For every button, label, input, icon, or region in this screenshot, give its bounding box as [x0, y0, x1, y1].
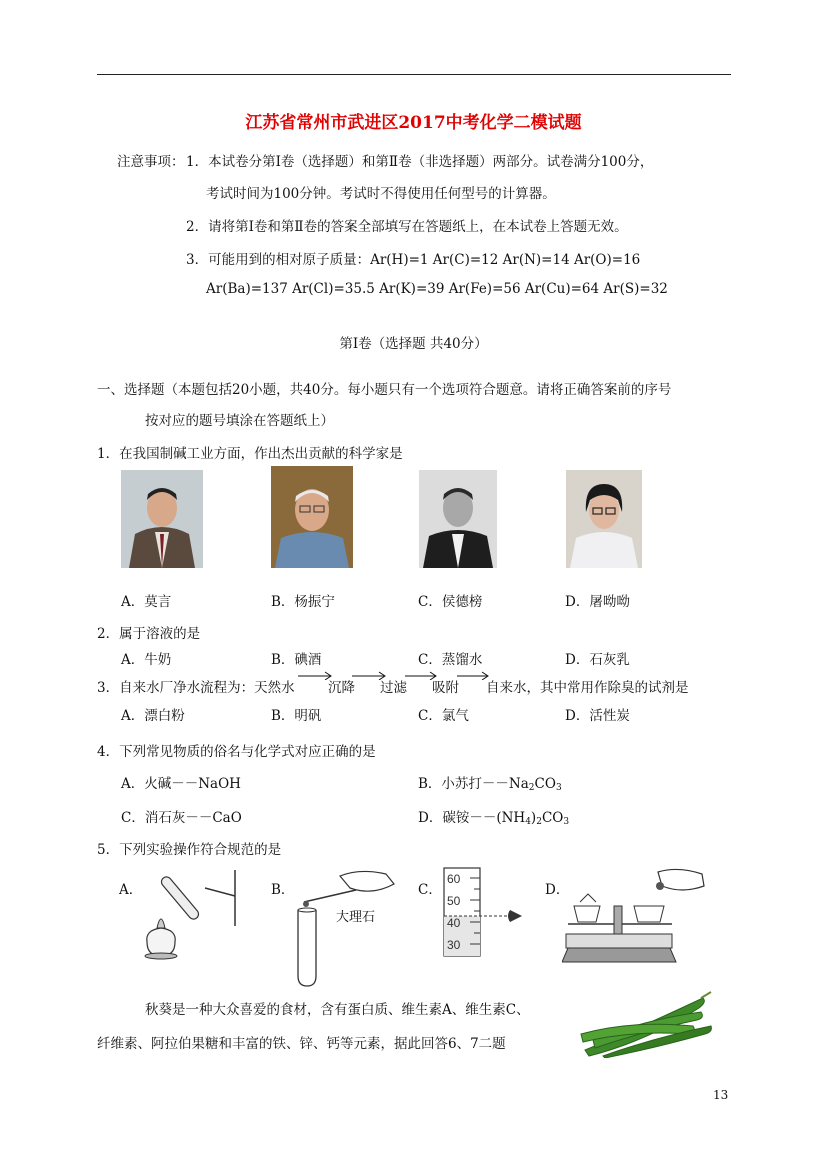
marble-label: 大理石: [336, 910, 376, 925]
q1-stem: 1．在我国制碱工业方面，作出杰出贡献的科学家是: [97, 446, 403, 462]
figure-marble-test-tube: [290, 866, 410, 990]
q3-option-a: A．漂白粉: [121, 708, 185, 724]
q2-option-a: A．牛奶: [121, 652, 172, 668]
passage-line-1: 秋葵是一种大众喜爱的食材，含有蛋白质、维生素A、维生素C、: [145, 1002, 530, 1018]
q2-option-c: C．蒸馏水: [418, 652, 483, 668]
q1-option-d: D．屠呦呦: [565, 594, 630, 610]
q3-stem-start: 3．自来水厂净水流程为：天然水: [97, 680, 295, 696]
q4-option-d: D．碳铵$--(NH_4)_2CO_3$: [418, 810, 570, 827]
q1-option-b: B．杨振宁: [271, 594, 335, 610]
tick-40: 40: [447, 916, 461, 930]
notice-line-1: 1．本试卷分第Ⅰ卷（选择题）和第Ⅱ卷（非选择题）两部分。试卷满分100分，: [186, 154, 654, 170]
figure-balance-scale: [562, 866, 708, 970]
q5-label-d: D．: [545, 882, 570, 898]
photo-scientist-b: [271, 466, 353, 568]
q1-option-a: A．莫言: [121, 594, 172, 610]
section-intro-2: 按对应的题号填涂在答题纸上）: [145, 413, 334, 429]
q3-step-adsorb: 吸附: [432, 680, 459, 696]
q3-stem-end: 自来水，其中常用作除臭的试剂是: [486, 680, 689, 696]
q5-label-a: A．: [119, 882, 143, 898]
notice-line-1b: 考试时间为100分钟。考试时不得使用任何型号的计算器。: [206, 186, 556, 202]
section-intro-1: 一、选择题（本题包括20小题，共40分。每小题只有一个选项符合题意。请将正确答案前的序号: [97, 382, 672, 398]
q5-label-b: B．: [271, 882, 295, 898]
photo-scientist-c: [419, 470, 497, 568]
q3-option-c: C．氯气: [418, 708, 469, 724]
figure-heating-test-tube: [135, 866, 239, 962]
notice-lead: 注意事项：: [117, 154, 185, 170]
q3-option-b: B．明矾: [271, 708, 322, 724]
q5-label-c: C．: [418, 882, 442, 898]
passage-line-2: 纤维素、阿拉伯果糖和丰富的铁、锌、钙等元素，据此回答6、7二题: [97, 1036, 506, 1052]
arrow-icon: [456, 670, 490, 680]
q4-option-b: B．小苏打$--Na_2CO_3$: [418, 776, 562, 793]
q3-step-filter: 过滤: [380, 680, 407, 696]
section-title: 第Ⅰ卷（选择题 共40分）: [339, 336, 488, 352]
okra-image: [575, 990, 715, 1058]
tick-30: 30: [447, 938, 461, 952]
notice-line-3: 3．可能用到的相对原子质量：Ar(H)=1 Ar(C)=12 Ar(N)=14 Ar(O)=16: [186, 252, 641, 268]
q2-option-b: B．碘酒: [271, 652, 322, 668]
q2-stem: 2．属于溶液的是: [97, 626, 201, 642]
q4-option-c: C．消石灰－－CaO: [121, 810, 242, 826]
q3-option-d: D．活性炭: [565, 708, 630, 724]
q3-step-sediment: 沉降: [328, 680, 355, 696]
notice-line-3b: Ar(Ba)=137 Ar(Cl)=35.5 Ar(K)=39 Ar(Fe)=56 Ar(Cu)=64 Ar(S)=32: [206, 281, 668, 297]
q4-option-a: A．火碱－－NaOH: [121, 776, 241, 792]
figure-graduated-cylinder: [440, 866, 532, 958]
q4-stem: 4．下列常见物质的俗名与化学式对应正确的是: [97, 744, 376, 760]
q2-option-d: D．石灰乳: [565, 652, 630, 668]
page-number: 13: [713, 1088, 729, 1102]
photo-scientist-d: [566, 470, 642, 568]
page-title: 江苏省常州市武进区2017中考化学二模试题: [245, 113, 582, 133]
q5-stem: 5．下列实验操作符合规范的是: [97, 842, 282, 858]
notice-line-2: 2．请将第Ⅰ卷和第Ⅱ卷的答案全部填写在答题纸上，在本试卷上答题无效。: [186, 219, 628, 235]
top-rule: [97, 74, 731, 75]
photo-scientist-a: [121, 470, 203, 568]
tick-50: 50: [447, 894, 461, 908]
q1-option-c: C．侯德榜: [418, 594, 483, 610]
tick-60: 60: [447, 872, 461, 886]
